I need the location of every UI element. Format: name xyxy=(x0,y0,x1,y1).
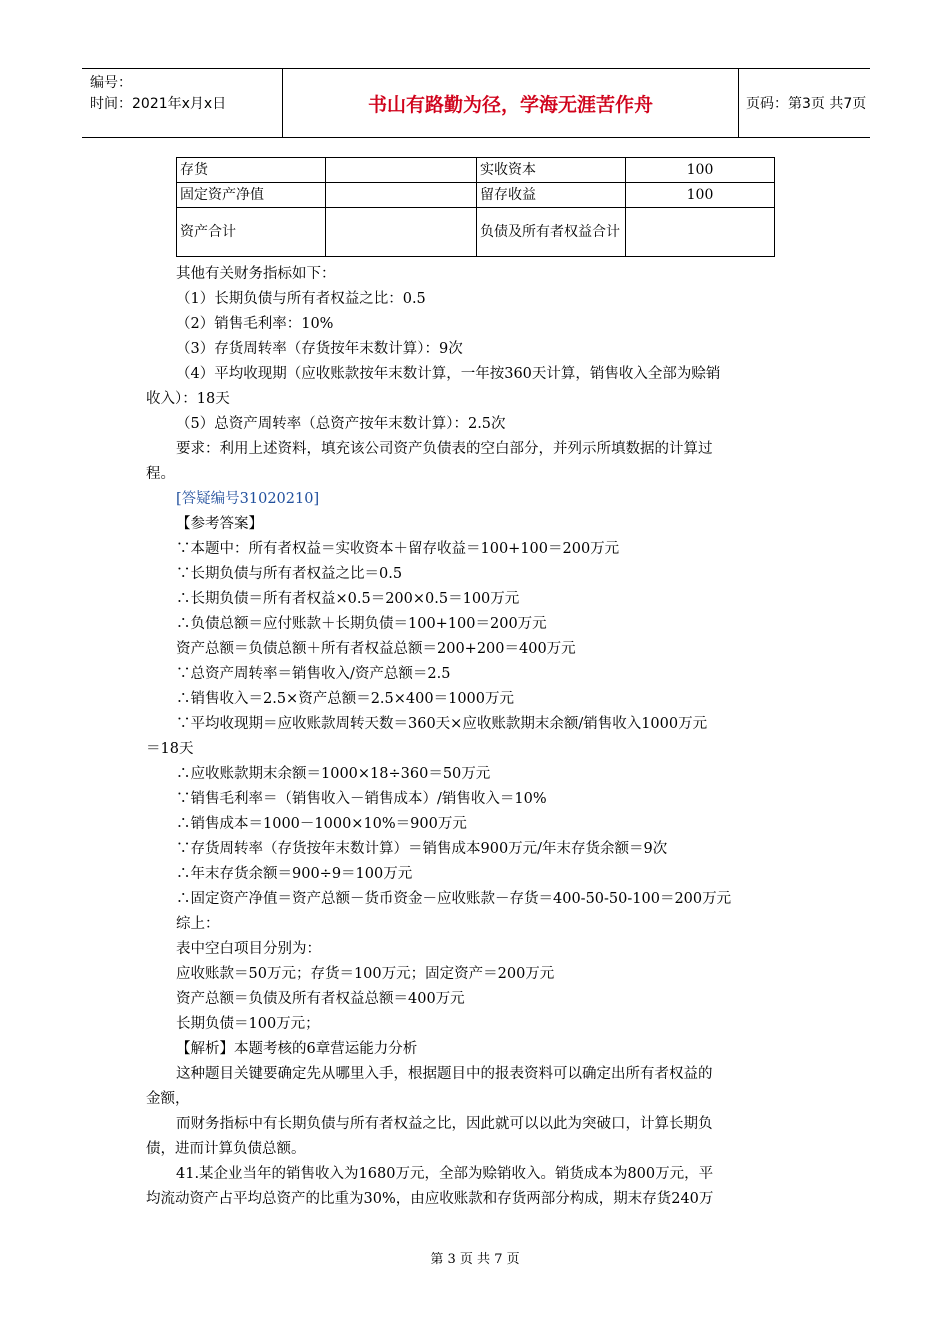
table-cell: 存货 xyxy=(177,158,326,183)
table-cell: 100 xyxy=(626,183,775,208)
text-line: ∴销售成本＝1000－1000×10%＝900万元 xyxy=(176,816,467,832)
text-line: 这种题目关键要确定先从哪里入手，根据题目中的报表资料可以确定出所有者权益的 xyxy=(176,1066,713,1082)
table-cell: 固定资产净值 xyxy=(177,183,326,208)
text-line: ∵总资产周转率＝销售收入/资产总额＝2.5 xyxy=(176,666,451,682)
text-line: （5）总资产周转率（总资产按年末数计算）：2.5次 xyxy=(176,416,506,432)
text-line: 表中空白项目分别为： xyxy=(176,941,321,957)
table-cell: 负债及所有者权益合计 xyxy=(477,208,626,257)
table-cell: 留存收益 xyxy=(477,183,626,208)
table-cell: 资产合计 xyxy=(177,208,326,257)
text-line: 其他有关财务指标如下： xyxy=(176,266,336,282)
table-cell xyxy=(626,208,775,257)
text-line: 41.某企业当年的销售收入为1680万元，全部为赊销收入。销货成本为800万元，平 xyxy=(176,1166,714,1182)
text-line: 而财务指标中有长期负债与所有者权益之比，因此就可以以此为突破口，计算长期负 xyxy=(176,1116,713,1132)
text-line: 均流动资产占平均总资产的比重为30%，由应收账款和存货两部分构成，期末存货240万 xyxy=(146,1191,714,1207)
table-cell xyxy=(326,183,477,208)
text-line: 应收账款＝50万元；存货＝100万元；固定资产＝200万元 xyxy=(176,966,555,982)
text-line: 长期负债＝100万元； xyxy=(176,1016,320,1032)
text-line: ∴年末存货余额＝900÷9＝100万元 xyxy=(176,866,413,882)
page-footer: 第 3 页 共 7 页 xyxy=(430,1252,520,1267)
number-label: 编号： xyxy=(90,75,132,91)
header-meta xyxy=(82,69,282,137)
text-line: （1）长期负债与所有者权益之比：0.5 xyxy=(176,291,426,307)
balance-sheet-table xyxy=(176,157,775,257)
text-line: 金额， xyxy=(146,1091,190,1107)
page-header xyxy=(82,68,870,138)
table-row xyxy=(177,183,775,208)
text-line: 综上： xyxy=(176,916,220,932)
table-row xyxy=(177,158,775,183)
question-id-link[interactable]: [答疑编号31020210] xyxy=(176,491,320,507)
text-line: ∵平均收现期＝应收账款周转天数＝360天×应收账款期末余额/销售收入1000万元 xyxy=(176,716,708,732)
text-line: 债，进而计算负债总额。 xyxy=(146,1141,306,1157)
text-line: 要求：利用上述资料，填充该公司资产负债表的空白部分，并列示所填数据的计算过 xyxy=(176,441,713,457)
table-cell xyxy=(326,208,477,257)
text-line: ＝18天 xyxy=(146,741,194,757)
text-line: 资产总额＝负债总额＋所有者权益总额＝200+200＝400万元 xyxy=(176,641,576,657)
table-cell: 实收资本 xyxy=(477,158,626,183)
text-line: ∵销售毛利率＝（销售收入－销售成本）/销售收入＝10% xyxy=(176,791,547,807)
date-label: 时间：2021年x月x日 xyxy=(90,96,227,112)
table-cell: 100 xyxy=(626,158,775,183)
section-heading: 【解析】本题考核的6章营运能力分析 xyxy=(176,1041,418,1057)
text-line: （3）存货周转率（存货按年末数计算）：9次 xyxy=(176,341,463,357)
text-line: ∴固定资产净值＝资产总额－货币资金－应收账款－存货＝400-50-50-100＝200万元 xyxy=(176,891,732,907)
section-heading: 【参考答案】 xyxy=(176,516,263,532)
header-motto: 书山有路勤为径，学海无涯苦作舟 xyxy=(282,69,739,137)
text-line: 程。 xyxy=(146,466,175,482)
text-line: ∴长期负债＝所有者权益×0.5＝200×0.5＝100万元 xyxy=(176,591,520,607)
table-cell xyxy=(326,158,477,183)
text-line: ∵长期负债与所有者权益之比＝0.5 xyxy=(176,566,403,582)
table-row xyxy=(177,208,775,257)
text-line: ∵存货周转率（存货按年末数计算）＝销售成本900万元/年末存货余额＝9次 xyxy=(176,841,668,857)
text-line: 收入）：18天 xyxy=(146,391,230,407)
text-line: ∴应收账款期末余额＝1000×18÷360＝50万元 xyxy=(176,766,491,782)
text-line: ∴销售收入＝2.5×资产总额＝2.5×400＝1000万元 xyxy=(176,691,514,707)
text-line: ∴负债总额＝应付账款＋长期负债＝100+100＝200万元 xyxy=(176,616,547,632)
text-line: 资产总额＝负债及所有者权益总额＝400万元 xyxy=(176,991,465,1007)
header-page-label: 页码：第3页 共7页 xyxy=(746,96,867,112)
text-line: （4）平均收现期（应收账款按年末数计算，一年按360天计算，销售收入全部为赊销 xyxy=(176,366,721,382)
text-line: ∵本题中：所有者权益＝实收资本＋留存收益＝100+100＝200万元 xyxy=(176,541,620,557)
text-line: （2）销售毛利率：10% xyxy=(176,316,334,332)
